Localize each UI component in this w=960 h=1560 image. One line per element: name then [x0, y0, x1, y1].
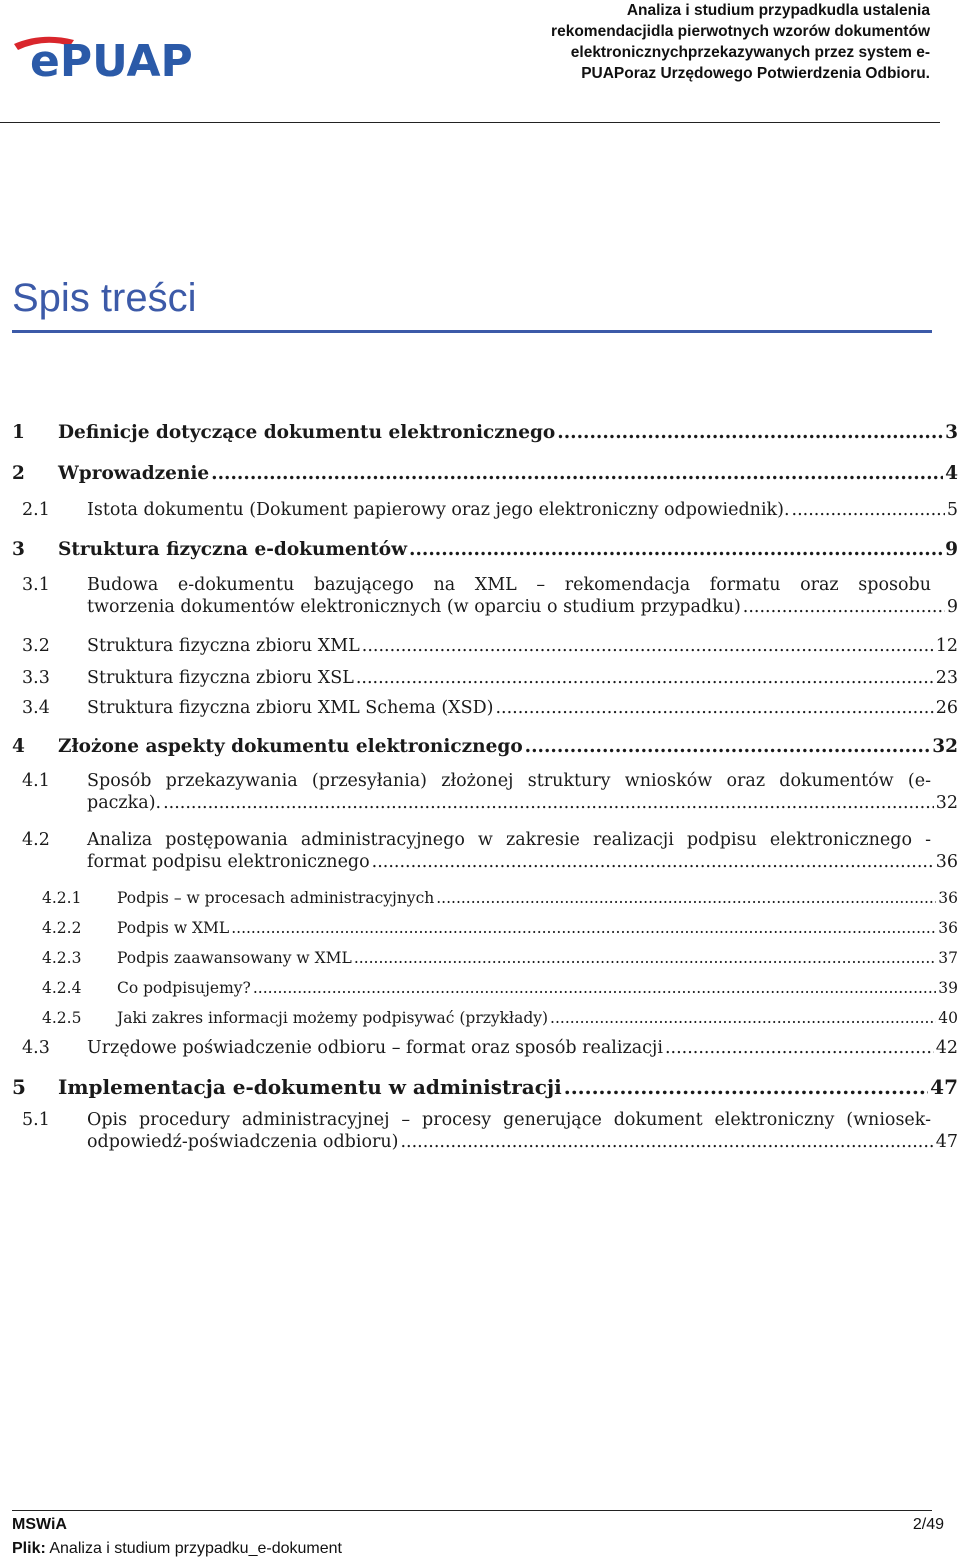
toc-entry-page: 40	[938, 1009, 958, 1027]
toc-entry-2-1[interactable]	[22, 500, 958, 520]
epuap-logo	[12, 30, 222, 82]
toc-entry-page: 4	[945, 463, 958, 484]
toc-entry-number: 5	[12, 1075, 26, 1099]
header-title-line: PUAPoraz Urzędowego Potwierdzenia Odbioru.	[581, 65, 930, 82]
toc-entry-page: 3	[945, 422, 958, 443]
toc-entry-text: Podpis w XML	[117, 919, 230, 937]
toc-entry-number: 5.1	[22, 1110, 50, 1130]
toc-entry-4-2-2[interactable]	[42, 919, 958, 937]
toc-entry-number: 4.2.1	[42, 889, 82, 907]
toc-leader	[253, 979, 936, 997]
toc-leader	[362, 636, 934, 656]
toc-entry-3[interactable]	[12, 539, 958, 560]
toc-leader	[550, 1009, 936, 1027]
toc-entry-text: Wprowadzenie	[58, 463, 210, 484]
toc-entry-3-1[interactable]	[22, 575, 958, 617]
toc-entry-3-4[interactable]	[22, 698, 958, 718]
toc-entry-page: 36	[935, 852, 958, 872]
toc-entry-text: Złożone aspekty dokumentu elektronicznego	[58, 736, 523, 757]
toc-entry-text: Urzędowe poświadczenie odbioru – format oraz sposób realizacji	[87, 1038, 663, 1058]
toc-leader	[564, 1075, 928, 1099]
toc-entry-text: Struktura fizyczna zbioru XML Schema (XSD)	[87, 698, 494, 718]
toc-entry-number: 1	[12, 422, 25, 443]
toc-entry-page: 23	[935, 668, 958, 688]
toc-entry-4-2[interactable]	[22, 830, 958, 872]
toc-entry-number: 4.1	[22, 771, 50, 791]
toc-entry-4-2-3[interactable]	[42, 949, 958, 967]
footer-file-label: Plik:	[12, 1540, 46, 1557]
toc-entry-4-3[interactable]	[22, 1038, 958, 1058]
toc-entry-text: Struktura fizyczna zbioru XML	[87, 636, 360, 656]
toc-entry-number: 4.2	[22, 830, 50, 850]
toc-entry-1[interactable]	[12, 422, 958, 443]
document-header-title	[500, 0, 930, 84]
toc-entry-5[interactable]	[12, 1075, 958, 1099]
toc-entry-text-line1: Analiza postępowania administracyjnego w zakresie realizacji podpisu elektronicznego -	[87, 830, 931, 850]
toc-heading: Spis treści	[12, 276, 197, 320]
toc-entry-2[interactable]	[12, 463, 958, 484]
toc-leader	[231, 919, 936, 937]
footer-divider	[12, 1510, 932, 1511]
toc-leader	[525, 736, 931, 757]
toc-entry-number: 4.2.4	[42, 979, 82, 997]
toc-leader	[211, 463, 943, 484]
header-title-line: elektronicznychprzekazywanych przez system e-	[570, 44, 930, 61]
toc-entry-text: Definicje dotyczące dokumentu elektronicznego	[58, 422, 556, 443]
toc-entry-number: 2	[12, 463, 25, 484]
toc-leader	[163, 793, 934, 813]
toc-entry-text: Podpis zaawansowany w XML	[117, 949, 352, 967]
toc-entry-3-2[interactable]	[22, 636, 958, 656]
header-divider	[0, 122, 940, 123]
toc-entry-number: 4.2.5	[42, 1009, 82, 1027]
toc-entry-page: 12	[935, 636, 958, 656]
toc-entry-text: Jaki zakres informacji możemy podpisywać (przykłady)	[117, 1009, 549, 1027]
toc-entry-text-line1: Opis procedury administracyjnej – procesy generujące dokument elektroniczny (wniosek-	[87, 1110, 931, 1130]
footer-file-name: Analiza i studium przypadku_e-dokument	[49, 1540, 342, 1557]
toc-entry-text: Podpis – w procesach administracyjnych	[117, 889, 435, 907]
footer-page-number: 2/49	[912, 1516, 944, 1533]
toc-entry-5-1[interactable]	[22, 1110, 958, 1152]
toc-entry-page: 47	[935, 1132, 958, 1152]
toc-leader	[495, 698, 933, 718]
toc-entry-page: 9	[946, 597, 958, 617]
toc-entry-page: 26	[935, 698, 958, 718]
toc-entry-text: paczka).	[87, 793, 162, 813]
toc-leader	[436, 889, 936, 907]
toc-entry-number: 3.2	[22, 636, 50, 656]
toc-entry-text: odpowiedź-poświadczenia odbioru)	[87, 1132, 399, 1152]
header-title-line: rekomendacjidla pierwotnych wzorów dokumentów	[551, 23, 930, 40]
toc-entry-number: 4.3	[22, 1038, 50, 1058]
toc-entry-number: 3.3	[22, 668, 50, 688]
header-title-line: Analiza i studium przypadkudla ustalenia	[626, 2, 930, 19]
toc-entry-number: 2.1	[22, 500, 50, 520]
toc-entry-4-1[interactable]	[22, 771, 958, 813]
toc-leader	[792, 500, 945, 520]
toc-entry-number: 3.4	[22, 698, 50, 718]
toc-entry-3-3[interactable]	[22, 668, 958, 688]
toc-leader	[356, 668, 934, 688]
toc-entry-page: 36	[938, 919, 958, 937]
toc-entry-page: 32	[932, 736, 958, 757]
toc-heading-underline	[12, 330, 932, 333]
toc-entry-number: 3	[12, 539, 25, 560]
toc-entry-page: 36	[938, 889, 958, 907]
toc-entry-number: 4	[12, 736, 25, 757]
footer-org: MSWiA	[12, 1516, 67, 1533]
footer-file	[12, 1540, 342, 1558]
toc-entry-text-line1: Budowa e-dokumentu bazującego na XML – rekomendacja formatu oraz sposobu	[87, 575, 931, 595]
toc-entry-page: 39	[938, 979, 958, 997]
toc-leader	[354, 949, 936, 967]
svg-text:ePUAP: ePUAP	[30, 36, 193, 82]
toc-entry-text: tworzenia dokumentów elektronicznych (w oparciu o studium przypadku)	[87, 597, 741, 617]
toc-entry-4-2-4[interactable]	[42, 979, 958, 997]
toc-leader	[557, 422, 943, 443]
epuap-logo-graphic	[12, 30, 222, 82]
toc-entry-4[interactable]	[12, 736, 958, 757]
toc-entry-number: 4.2.2	[42, 919, 82, 937]
toc-entry-4-2-1[interactable]	[42, 889, 958, 907]
toc-entry-page: 42	[935, 1038, 958, 1058]
toc-entry-page: 37	[938, 949, 958, 967]
toc-entry-text-line1: Sposób przekazywania (przesyłania) złożonej struktury wniosków oraz dokumentów (e-	[87, 771, 931, 791]
toc-leader	[409, 539, 943, 560]
toc-entry-text: Struktura fizyczna zbioru XSL	[87, 668, 354, 688]
toc-entry-number: 4.2.3	[42, 949, 82, 967]
toc-entry-page: 5	[946, 500, 958, 520]
toc-leader	[743, 597, 945, 617]
toc-entry-page: 47	[930, 1075, 958, 1099]
toc-entry-number: 3.1	[22, 575, 50, 595]
toc-leader	[665, 1038, 934, 1058]
toc-leader	[400, 1132, 933, 1152]
toc-entry-text: Istota dokumentu (Dokument papierowy oraz jego elektroniczny odpowiednik).	[87, 500, 790, 520]
toc-entry-page: 9	[945, 539, 958, 560]
toc-entry-4-2-5[interactable]	[42, 1009, 958, 1027]
toc-entry-page: 32	[935, 793, 958, 813]
toc-entry-text: Implementacja e-dokumentu w administracji	[58, 1075, 562, 1099]
toc-entry-text: Struktura fizyczna e-dokumentów	[58, 539, 408, 560]
toc-leader	[372, 852, 934, 872]
toc-entry-text: Co podpisujemy?	[117, 979, 251, 997]
toc-entry-text: format podpisu elektronicznego	[87, 852, 370, 872]
